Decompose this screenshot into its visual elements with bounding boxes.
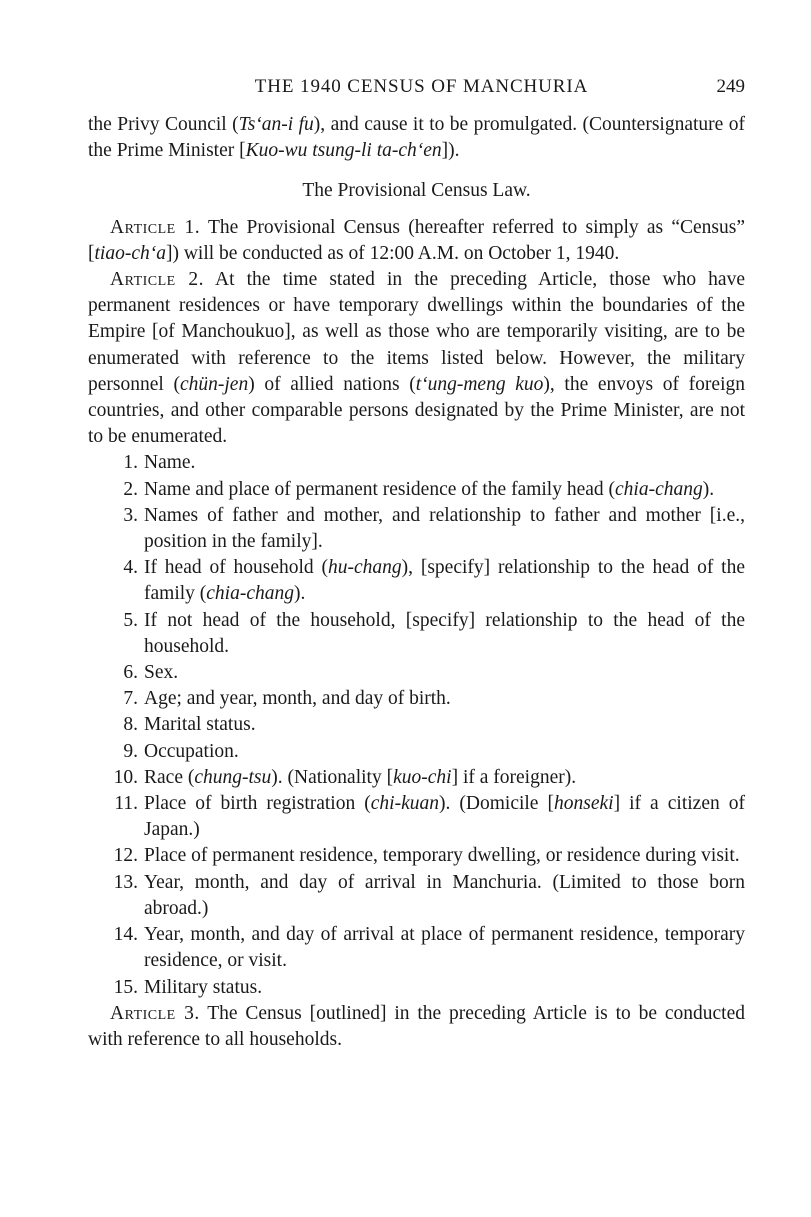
list-item: 6. Sex.: [88, 660, 745, 686]
article-2: Article 2. At the time stated in the preceding Article, those who have permanent residences or have temporary dwellings within the boundaries of the Empire [of Manchoukuo], as well as those who are temporarily visiting, are to be enumerated with reference to the items listed below. However, the military personnel (chün-jen) of allied nations (t‘ung-meng kuo), the envoys of foreign countries, and other comparable persons designated by the Prime Minister, are not to be enumerated.: [88, 269, 745, 448]
list-item: 8. Marital status.: [88, 712, 745, 738]
article-label: Article 2.: [110, 269, 204, 291]
item-number: 13.: [113, 871, 138, 893]
list-item: 1. Name.: [88, 450, 745, 476]
article-1: Article 1. The Provisional Census (hereafter referred to simply as “Census” [tiao-ch‘a]) will be conducted as of 12:00 A.M. on October 1, 1940.: [88, 216, 745, 264]
list-item: 7. Age; and year, month, and day of birth.: [88, 686, 745, 712]
item-number: 9.: [123, 740, 138, 762]
enumeration-items-list: [88, 450, 745, 1000]
item-number: 3.: [123, 504, 138, 526]
list-item: 13. Year, month, and day of arrival in Manchuria. (Limited to those born abroad.): [88, 870, 745, 922]
item-number: 6.: [123, 662, 138, 684]
running-title: THE 1940 CENSUS OF MANCHURIA: [254, 76, 589, 97]
running-head: [88, 74, 745, 100]
item-number: 12.: [113, 845, 138, 867]
item-number: 14.: [113, 924, 138, 946]
section-heading: The Provisional Census Law.: [302, 180, 531, 202]
item-number: 8.: [123, 714, 138, 736]
list-item: 3. Names of father and mother, and relationship to father and mother [i.e., position in the family].: [88, 503, 745, 555]
page-number: 249: [716, 76, 745, 97]
item-number: 7.: [123, 688, 138, 710]
article-3: Article 3. The Census [outlined] in the preceding Article is to be conducted with reference to all households.: [88, 1002, 745, 1050]
list-item: 9. Occupation.: [88, 739, 745, 765]
list-item: 12. Place of permanent residence, temporary dwelling, or residence during visit.: [88, 843, 745, 869]
list-item: 4. If head of household (hu-chang), [specify] relationship to the head of the family (chia-chang).: [88, 555, 745, 607]
article-label: Article 1.: [110, 216, 201, 238]
intro-paragraph: the Privy Council (Ts‘an-i fu), and cause it to be promulgated. (Countersignature of the Prime Minister [Kuo-wu tsung-li ta-ch‘en]).: [88, 114, 745, 162]
list-item: 2. Name and place of permanent residence of the family head (chia-chang).: [88, 477, 745, 503]
item-number: 2.: [123, 478, 138, 500]
article-label: Article 3.: [110, 1002, 200, 1024]
item-number: 4.: [123, 557, 138, 579]
item-number: 5.: [123, 609, 138, 631]
list-item: 11. Place of birth registration (chi-kuan). (Domicile [honseki] if a citizen of Japan.): [88, 791, 745, 843]
item-number: 11.: [114, 793, 138, 815]
list-item: 10. Race (chung-tsu). (Nationality [kuo-chi] if a foreigner).: [88, 765, 745, 791]
list-item: 14. Year, month, and day of arrival at place of permanent residence, temporary residence, or visit.: [88, 922, 745, 974]
list-item: 15. Military status.: [88, 975, 745, 1001]
item-number: 1.: [123, 452, 138, 474]
item-number: 10.: [113, 766, 138, 788]
list-item: 5. If not head of the household, [specify] relationship to the head of the household.: [88, 608, 745, 660]
item-number: 15.: [113, 976, 138, 998]
